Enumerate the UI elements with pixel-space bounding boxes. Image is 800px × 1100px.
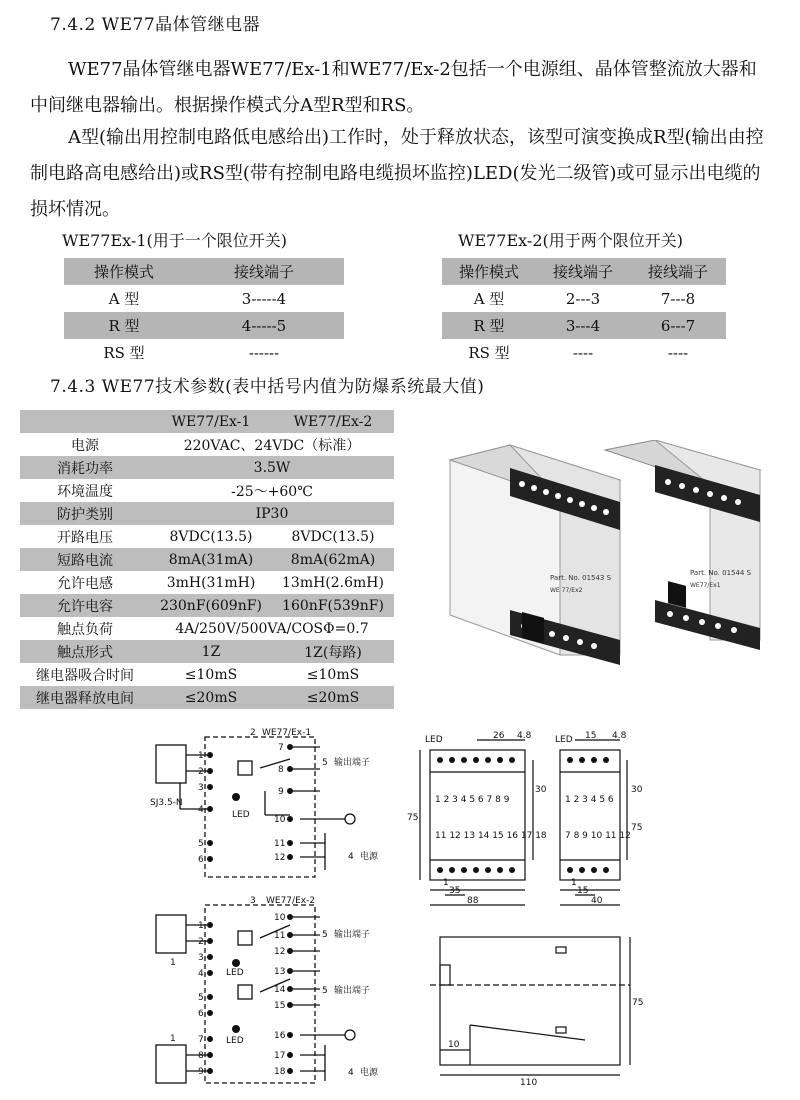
schematic-ex2 (150, 895, 400, 1085)
table-cell: ---- (572, 343, 594, 362)
photo-model-right: WE77/Ex1 (690, 582, 721, 589)
pin-label: 6 (198, 855, 204, 865)
table-cell: A 型 (108, 290, 140, 308)
pin-label: 12 (274, 853, 286, 863)
table-cell: 短路电流 (20, 548, 150, 571)
table-cell: 7---8 (660, 289, 696, 308)
table-row (442, 312, 726, 339)
pin-label: 8 (278, 765, 284, 775)
section-743-title: 7.4.3 WE77技术参数(表中括号内值为防爆系统最大值) (50, 377, 485, 397)
sensor-num: 1 (170, 1034, 176, 1044)
dim-value: 15 (577, 886, 589, 896)
pin-label: 6 (198, 1009, 204, 1019)
schematic2-num: 3 (250, 896, 256, 906)
table-cell: 220VAC、24VDC（标准） (183, 437, 361, 454)
pin-label: 1 (198, 751, 204, 761)
pin-label: 16 (274, 1031, 286, 1041)
section-742-title: 7.4.2 WE77晶体管继电器 (50, 15, 261, 35)
table-cell: 触点负荷 (57, 621, 113, 638)
table-cell: RS 型 (103, 344, 145, 362)
output-num: 5 (322, 758, 328, 768)
output-label: 输出端子 (334, 930, 371, 940)
dim-led: LED (425, 735, 443, 745)
table-cell: 继电器释放电间 (20, 686, 150, 709)
table-cell: 13mH(2.6mH) (282, 574, 384, 591)
output-label: 输出端子 (334, 986, 371, 996)
table-cell: ---- (667, 343, 689, 362)
dim-value: 15 (585, 731, 597, 741)
table-cell: A 型 (473, 290, 505, 308)
section-742-paragraph-2: A型(输出用控制电路低电感给出)工作时，处于释放状态，该型可演变换成R型(输出由控制电路高电感给出)或RS型(带有控制电路电缆损坏监控)LED(发光二级管)或可显示出电缆的损坏情况。 (30, 127, 764, 220)
table-cell: ------ (248, 343, 280, 362)
table-row (20, 502, 394, 525)
table-header-cell: WE77/Ex-1 (150, 410, 272, 433)
sensor-num: 1 (170, 958, 176, 968)
table-cell: 触点形式 (20, 640, 150, 663)
table-cell: 消耗功率 (20, 456, 150, 479)
table-cell: R 型 (64, 312, 184, 339)
table-row (442, 285, 726, 312)
table-header-cell: WE77/Ex-2 (272, 410, 394, 433)
table-cell: 1Z (150, 640, 272, 663)
dim-pins-right-bottom: 7 8 9 10 11 12 (565, 831, 631, 841)
sensor-box (156, 1045, 186, 1083)
dim-value: 4.8 (517, 731, 532, 741)
pin-label: 1 (198, 921, 204, 931)
table-cell: 3mH(31mH) (166, 574, 256, 591)
table-header-cell: 操作模式 (64, 258, 184, 285)
dim-led: LED (555, 735, 573, 745)
table-cell: 8VDC(13.5) (169, 528, 253, 545)
sensor-box (156, 745, 186, 783)
table-cell: 防护类别 (20, 502, 150, 525)
table-row (20, 433, 394, 456)
pin-label: 9 (278, 787, 284, 797)
table-row (64, 258, 344, 285)
table-row (20, 548, 394, 571)
schematic-ex1 (150, 725, 400, 885)
table-row (64, 339, 344, 366)
pin-label: 5 (198, 993, 204, 1003)
photo-part-left: Part. No. 01543 S (550, 574, 612, 582)
section-742-paragraph-1: WE77晶体管继电器WE77/Ex-1和WE77/Ex-2包括一个电源组、晶体管整流放大器和中间继电器输出。根据操作模式分A型R型和RS。 (30, 59, 757, 116)
table-cell: 160nF(539nF) (272, 594, 394, 617)
sensor-label: SJ3.5-N (150, 798, 183, 808)
dim-value: 88 (467, 896, 479, 906)
dim-value: 26 (493, 731, 505, 741)
table-cell: 允许电容 (20, 594, 150, 617)
table-header-cell: 接线端子 (184, 258, 344, 285)
led-label: LED (232, 810, 250, 820)
pin-label: 18 (274, 1067, 286, 1077)
schematic2-model: WE77/Ex-2 (266, 896, 316, 906)
pin-label: 11 (274, 931, 286, 941)
table-row (20, 663, 394, 686)
pin-label: 9 (198, 1067, 204, 1077)
table-header-cell: 接线端子 (630, 258, 726, 285)
table-cell: 8mA(31mA) (150, 548, 272, 571)
table-header-cell: 接线端子 (536, 258, 630, 285)
pin-label: 11 (274, 839, 286, 849)
table-cell: 电源 (71, 437, 99, 454)
pin-label: 12 (274, 947, 286, 957)
table-cell: ≤20mS (272, 686, 394, 709)
schematic1-model: WE77/Ex-1 (262, 728, 312, 738)
table-header-cell: 操作模式 (442, 258, 536, 285)
table-cell: 2---3 (565, 289, 601, 308)
table-cell: 允许电感 (57, 575, 113, 592)
dim-value: 1 (443, 878, 449, 888)
dim-value: 30 (535, 785, 547, 795)
module-left (450, 445, 620, 665)
dim-value: 35 (449, 886, 461, 896)
power-num: 4 (348, 1068, 354, 1078)
dim-value: 75 (407, 813, 419, 823)
table-cell: IP30 (150, 502, 394, 525)
pin-label: 2 (198, 937, 204, 947)
table-row (20, 594, 394, 617)
table-cell: 4-----5 (184, 312, 344, 339)
dim-pins-left-top: 1 2 3 4 5 6 7 8 9 (435, 795, 510, 805)
output-num: 5 (322, 986, 328, 996)
power-label: 电源 (360, 852, 379, 862)
photo-part-right: Part. No. 01544 S (690, 569, 752, 577)
table-row (20, 525, 394, 548)
table-row (20, 686, 394, 709)
table-cell: 3-----4 (241, 289, 287, 308)
pin-label: 14 (274, 985, 286, 995)
schematic1-num: 2 (250, 728, 256, 738)
photo-voltage: 220VAC (722, 647, 746, 654)
table-ex2-caption: WE77Ex-2(用于两个限位开关) (458, 231, 683, 250)
output-num: 5 (322, 930, 328, 940)
table-row (442, 258, 726, 285)
dim-pins-right-top: 1 2 3 4 5 6 (565, 795, 614, 805)
pin-label: 4 (198, 805, 204, 815)
dimension-drawing-side (420, 925, 650, 1090)
pin-label: 10 (274, 913, 286, 923)
dim-value: 75 (631, 823, 643, 833)
dim-value: 40 (591, 896, 603, 906)
pin-label: 7 (198, 1035, 204, 1045)
table-cell: ≤10mS (306, 666, 360, 683)
table-row (20, 410, 394, 433)
table-cell: 3.5W (150, 456, 394, 479)
led-label: LED (226, 968, 244, 978)
dim-pins-left-bottom: 11 12 13 14 15 16 17 18 (435, 831, 547, 841)
table-cell: 6---7 (630, 312, 726, 339)
table-cell: R 型 (442, 312, 536, 339)
table-ex1-caption: WE77Ex-1(用于一个限位开关) (62, 231, 287, 250)
table-row (20, 571, 394, 594)
table-cell: ≤20mS (150, 686, 272, 709)
sensor-box (156, 915, 186, 953)
table-row (442, 339, 726, 366)
pin-label: 8 (198, 1051, 204, 1061)
pin-label: 3 (198, 953, 204, 963)
dim-value: 1 (571, 878, 577, 888)
dim-value: 110 (520, 1078, 538, 1088)
table-cell: 8VDC(13.5) (291, 528, 375, 545)
table-cell: 3---4 (536, 312, 630, 339)
pin-label: 5 (198, 839, 204, 849)
table-row (20, 640, 394, 663)
pin-label: 13 (274, 967, 286, 977)
table-cell: 1Z(每路) (272, 640, 394, 663)
spec-table (20, 410, 394, 709)
power-label: 电源 (360, 1068, 379, 1078)
pin-label: 2 (198, 767, 204, 777)
dim-value: 30 (631, 785, 643, 795)
table-cell: 开路电压 (57, 529, 113, 546)
table-cell: RS 型 (468, 344, 510, 362)
table-header-cell (20, 410, 150, 433)
pin-label: 4 (198, 969, 204, 979)
table-cell: ≤10mS (184, 666, 238, 683)
dimension-drawing-top (405, 730, 800, 910)
module-right (605, 440, 760, 654)
table-ex1 (64, 258, 344, 366)
pin-label: 15 (274, 1001, 286, 1011)
table-cell: 4A/250V/500VA/COSΦ=0.7 (175, 620, 369, 637)
pin-label: 3 (198, 783, 204, 793)
dim-value: 4.8 (612, 731, 627, 741)
pin-label: 17 (274, 1051, 286, 1061)
product-photo (440, 440, 780, 670)
led-label: LED (226, 1036, 244, 1046)
table-row (64, 285, 344, 312)
dim-value: 10 (448, 1040, 460, 1050)
table-cell: -25～+60℃ (231, 483, 313, 500)
table-cell: 230nF(609nF) (150, 594, 272, 617)
table-row (20, 617, 394, 640)
table-cell: 环境温度 (57, 483, 113, 500)
photo-model-left: WE 77/Ex2 (550, 587, 583, 594)
output-label: 输出端子 (334, 758, 371, 768)
pin-label: 10 (274, 815, 286, 825)
power-num: 4 (348, 852, 354, 862)
table-ex2 (442, 258, 726, 366)
table-cell: 8mA(62mA) (272, 548, 394, 571)
pin-label: 7 (278, 743, 284, 753)
table-row (20, 456, 394, 479)
table-row (64, 312, 344, 339)
table-row (20, 479, 394, 502)
dim-value: 75 (632, 998, 644, 1008)
table-cell: 继电器吸合时间 (36, 667, 134, 684)
